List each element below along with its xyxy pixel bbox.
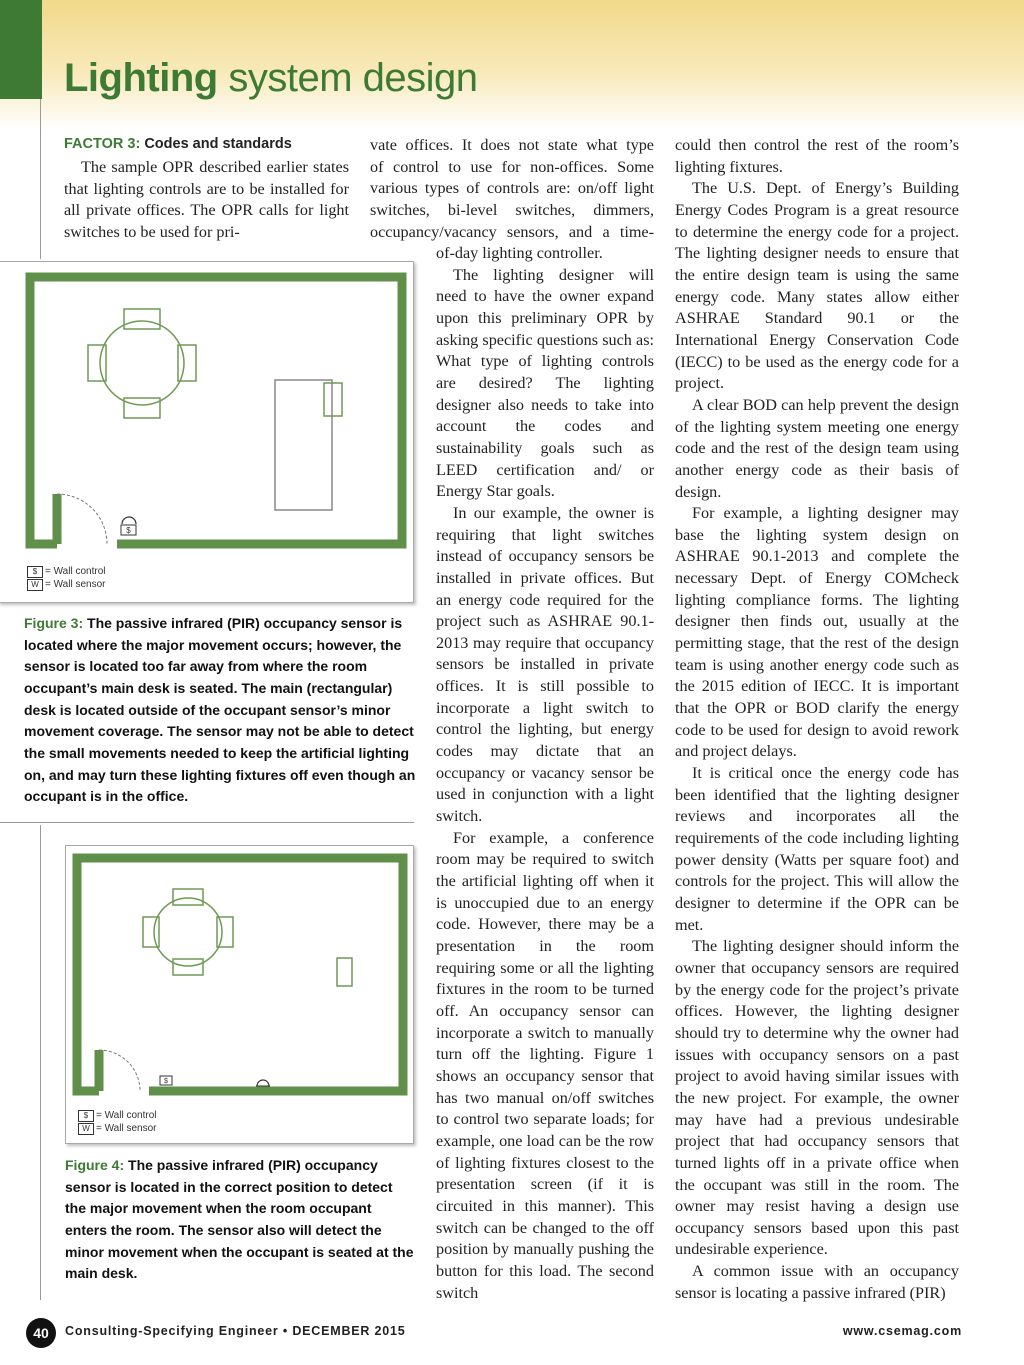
room-wall [30, 277, 402, 544]
figure-4-caption: Figure 4: The passive infrared (PIR) occupancy sensor is located in the correct position to detect the major movement when the room occupant enters the room. The sensor also will detect the minor movement when the occupant is seated at the main desk. [65, 1157, 414, 1282]
sensor-icon [256, 1080, 270, 1086]
sensor-icon: W [27, 579, 43, 591]
desk-group [275, 380, 342, 510]
col2-line: various types of controls are: on/off light [370, 179, 654, 198]
col2-paragraph: For example, a conference room may be required to switch the artificial lighting off when it is unoccupied due to an energy code. However, there may be a presentation in the room requiring some or all the lighting fixtures in the room to be turned off. An occupancy sensor can incorporate a switch to manually turn off the lighting. Figure 1 shows an occupancy sensor that has two manual on/off switches to control two separate loads; for example, one load can be the row of lighting fixtures closest to the presentation screen (if it is circuited in this manner). This switch can be changed to the off position by manually pushing the button for this load. The second switch [436, 828, 654, 1302]
round-table-group [143, 889, 233, 975]
door-swing [99, 1050, 140, 1091]
col2-paragraph: The lighting designer will need to have the owner expand upon this preliminary OPR by asking specific questions such as: What type of lighting controls are desired? The lighting designer also needs to take into account the codes and sustainability goals such as LEED certification and/ or Energy Star goals. [436, 265, 654, 501]
col3-paragraph: could then control the rest of the room’s lighting fixtures. [675, 136, 959, 176]
sensor-icon [121, 517, 136, 535]
door-swing [57, 494, 107, 544]
svg-text:$: $ [164, 1078, 168, 1085]
switch-icon: $ [27, 566, 43, 578]
header-accent-bar [0, 0, 42, 99]
figure-3-floor-plan [0, 261, 414, 603]
divider [0, 822, 414, 823]
col2-body [436, 243, 654, 1304]
room-wall [77, 858, 403, 1091]
col1-paragraph: The sample OPR described earlier states that lighting controls are to be installed for all private offices. The OPR calls for light switches to be used for pri- [64, 158, 349, 241]
col2-line: vate offices. It does not state what type [370, 136, 654, 154]
col2-line: occupancy/vacancy sensors, and a time- [370, 222, 654, 241]
figure-4-legend: $ = Wall control W = Wall sensor [78, 1109, 156, 1135]
col3-paragraph: The lighting designer should inform the owner that occupancy sensors are required by the energy code for the project’s private offices. However, the lighting designer should try to determine why the owner had issues with occupancy sensors on a past project to avoid having similar issues with the new project. For example, the owner may have had a previous undesirable project that had occupancy sensors that turned lights off in a private office when the occupant was still in the room. The owner may resist having a design use occupancy sensors based upon this past undesirable experience. [675, 937, 959, 1259]
col3-paragraph: It is critical once the energy code has been identified that the lighting designer reviews and incorporates all the requirements of the code including lighting power density (Watts per square foot) and controls for the project. This will allow the designer to determine if the OPR can be met. [675, 764, 959, 934]
switch-icon: $ [78, 1110, 94, 1122]
title-bold: Lighting [64, 56, 218, 100]
figure-3-legend: $ = Wall control W = Wall sensor [27, 565, 105, 591]
col2-paragraph: of-day lighting controller. [436, 244, 603, 262]
svg-text:$: $ [126, 526, 131, 535]
col2-line: of control to use for non-offices. Some [370, 157, 654, 176]
section-heading: FACTOR 3: Codes and standards [64, 136, 292, 152]
page-footer [26, 1318, 962, 1346]
col3-paragraph: A clear BOD can help prevent the design of the lighting system meeting one energy code and the rest of the design team using another energy code as their basis of design. [675, 395, 959, 501]
website-url: www.csemag.com [842, 1324, 962, 1338]
figure-4-floor-plan [65, 845, 414, 1144]
col3-paragraph: A common issue with an occupancy sensor is locating a passive infrared (PIR) [675, 1262, 959, 1302]
figure-4-diagram [66, 846, 413, 1143]
figure-3-diagram [0, 262, 413, 602]
desk-chair [337, 958, 352, 986]
figure-3-caption: Figure 3: The passive infrared (PIR) occupancy sensor is located where the major movement occurs; however, the sensor is located too far away from where the room occupant’s main desk is seated. The main (rectangular) desk is located outside of the occupant sensor’s minor movement coverage. The sensor may not be able to detect the small movements needed to keep the artificial lighting on, and may turn these lighting fixtures off even though an occupant is in the office. [24, 615, 416, 805]
col3-body [675, 135, 959, 1304]
col2-paragraph: In our example, the owner is requiring that light switches instead of occupancy sensors be installed in private offices. But an energy code required for the project such as ASHRAE 90.1-2013 may require that occupancy sensors be installed in private offices. It is still possible to incorporate a light switch to control the lighting, but energy codes may dictate that an occupancy or vacancy sensor be used in conjunction with a light switch. [436, 503, 654, 826]
title-light: system design [228, 56, 478, 100]
col3-paragraph: The U.S. Dept. of Energy’s Building Energy Codes Program is a great resource to determine the energy code for a project. The lighting designer needs to ensure that the entire design team is using the same energy code. Many states allow either ASHRAE Standard 90.1 or the International Energy Conservation Code (IECC) to be used as the energy code for a project. [675, 179, 959, 393]
col3-paragraph: For example, a lighting designer may base the lighting system design on ASHRAE 90.1-2013 and complete the necessary Dept. of Energy COMcheck lighting compliance forms. The lighting designer then finds out, usually at the permitting stage, that the rest of the design team is using another energy code such as the 2015 edition of IECC. It is important that the OPR or BOD clarify the energy code to be used for design to avoid rework and project delays. [675, 504, 959, 761]
sensor-icon: W [78, 1123, 94, 1135]
round-table-group [88, 309, 196, 418]
publication-line: Consulting-Specifying Engineer • DECEMBER 2015 [65, 1324, 406, 1338]
switch-icon [160, 1076, 172, 1085]
left-rule-lower [40, 825, 41, 1300]
left-rule [40, 99, 41, 259]
col2-top-lines [370, 135, 654, 243]
page-number: 40 [26, 1318, 56, 1348]
col2-line: switches, bi-level switches, dimmers, [370, 200, 654, 219]
page-title [64, 56, 478, 101]
